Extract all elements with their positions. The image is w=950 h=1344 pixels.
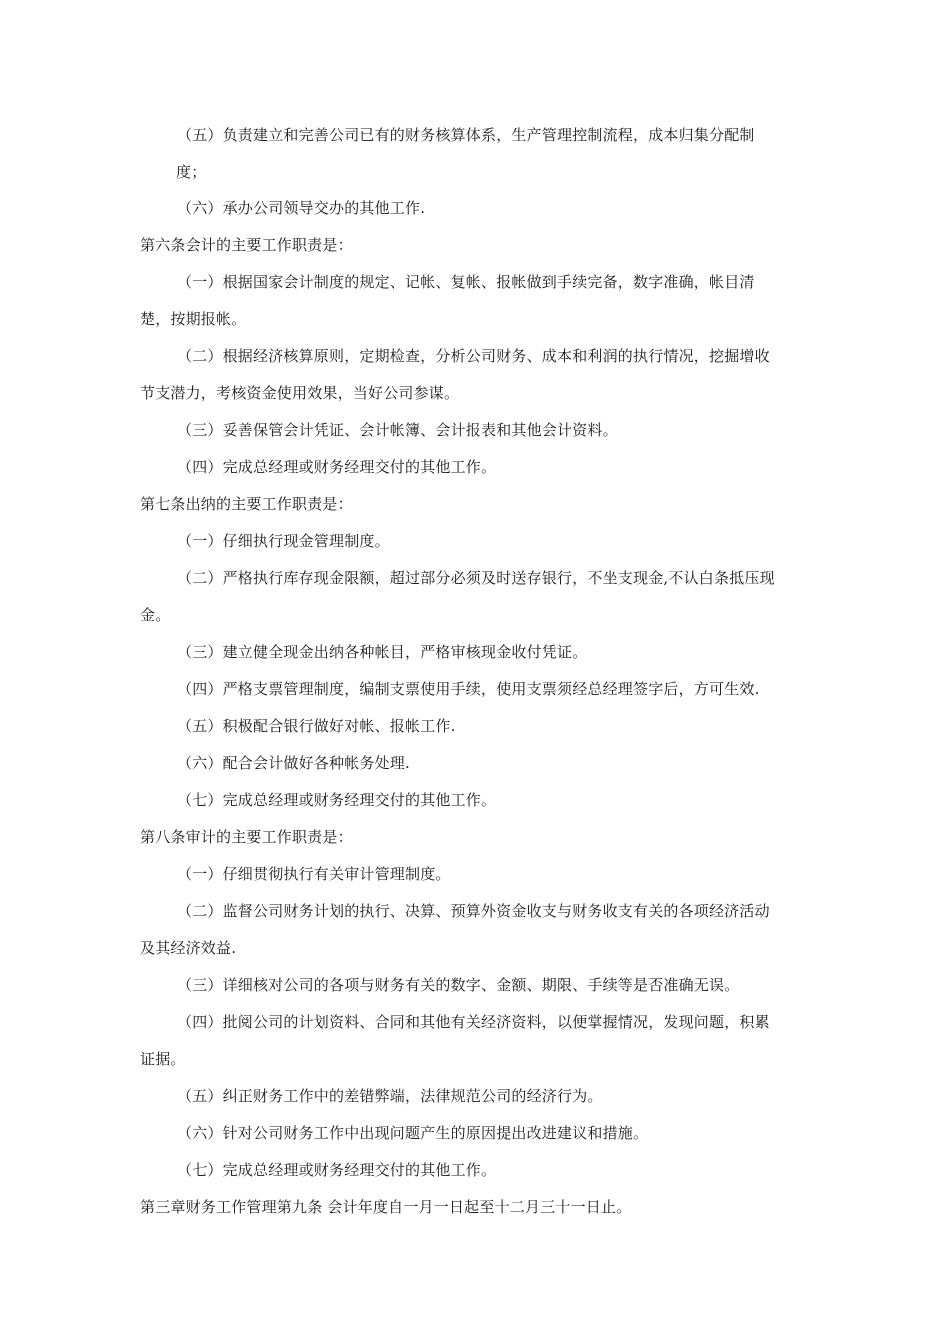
accounting-item-3: （三）妥善保管会计凭证、会计帐簿、会计报表和其他会计资料。 <box>177 421 618 439</box>
audit-item-3: （三）详细核对公司的各项与财务有关的数字、金额、期限、手续等是否准确无误。 <box>177 976 740 994</box>
cashier-item-1: （一）仔细执行现金管理制度。 <box>177 532 390 550</box>
audit-item-7: （七）完成总经理或财务经理交付的其他工作。 <box>177 1161 497 1179</box>
accounting-item-2: （二）根据经济核算原则，定期检查，分析公司财务、成本和利润的执行情况，挖掘增收 <box>177 347 770 365</box>
cashier-item-5: （五）积极配合银行做好对帐、报帐工作. <box>177 717 456 735</box>
article-8-heading: 第八条审计的主要工作职责是： <box>140 828 353 846</box>
accounting-item-2-cont: 节支潜力，考核资金使用效果，当好公司参谋。 <box>140 384 460 402</box>
audit-item-1: （一）仔细贯彻执行有关审计管理制度。 <box>177 865 451 883</box>
audit-item-5: （五）纠正财务工作中的差错弊端，法律规范公司的经济行为。 <box>177 1087 603 1105</box>
item-5-continuation: 度； <box>176 163 207 181</box>
cashier-item-3: （三）建立健全现金出纳各种帐目，严格审核现金收付凭证。 <box>177 643 588 661</box>
accounting-item-1-cont: 楚，按期报帐。 <box>140 310 247 328</box>
item-5-responsibility: （五）负责建立和完善公司已有的财务核算体系，生产管理控制流程，成本归集分配制 <box>177 126 755 144</box>
article-7-heading: 第七条出纳的主要工作职责是： <box>140 495 353 513</box>
audit-item-2-cont: 及其经济效益. <box>140 939 237 957</box>
cashier-item-7: （七）完成总经理或财务经理交付的其他工作。 <box>177 791 497 809</box>
chapter-3-article-9: 第三章财务工作管理第九条 会计年度自一月一日起至十二月三十一日止。 <box>140 1198 632 1216</box>
audit-item-6: （六）针对公司财务工作中出现问题产生的原因提出改进建议和措施。 <box>177 1124 649 1142</box>
audit-item-4: （四）批阅公司的计划资料、合同和其他有关经济资料，以便掌握情况，发现问题，积累 <box>177 1013 770 1031</box>
cashier-item-2-cont: 金。 <box>140 606 171 624</box>
cashier-item-2: （二）严格执行库存现金限额，超过部分必须及时送存银行，不坐支现金,不认白条抵压现 <box>177 569 775 587</box>
accounting-item-1: （一）根据国家会计制度的规定、记帐、复帐、报帐做到手续完备，数字准确，帐目清 <box>177 273 755 291</box>
cashier-item-6: （六）配合会计做好各种帐务处理. <box>177 754 410 772</box>
item-6-responsibility: （六）承办公司领导交办的其他工作. <box>177 199 426 217</box>
accounting-item-4: （四）完成总经理或财务经理交付的其他工作。 <box>177 458 497 476</box>
article-6-heading: 第六条会计的主要工作职责是： <box>140 236 353 254</box>
audit-item-4-cont: 证据。 <box>140 1050 186 1068</box>
cashier-item-4: （四）严格支票管理制度，编制支票使用手续，使用支票须经总经理签字后，方可生效. <box>177 680 760 698</box>
audit-item-2: （二）监督公司财务计划的执行、决算、预算外资金收支与财务收支有关的各项经济活动 <box>177 902 770 920</box>
